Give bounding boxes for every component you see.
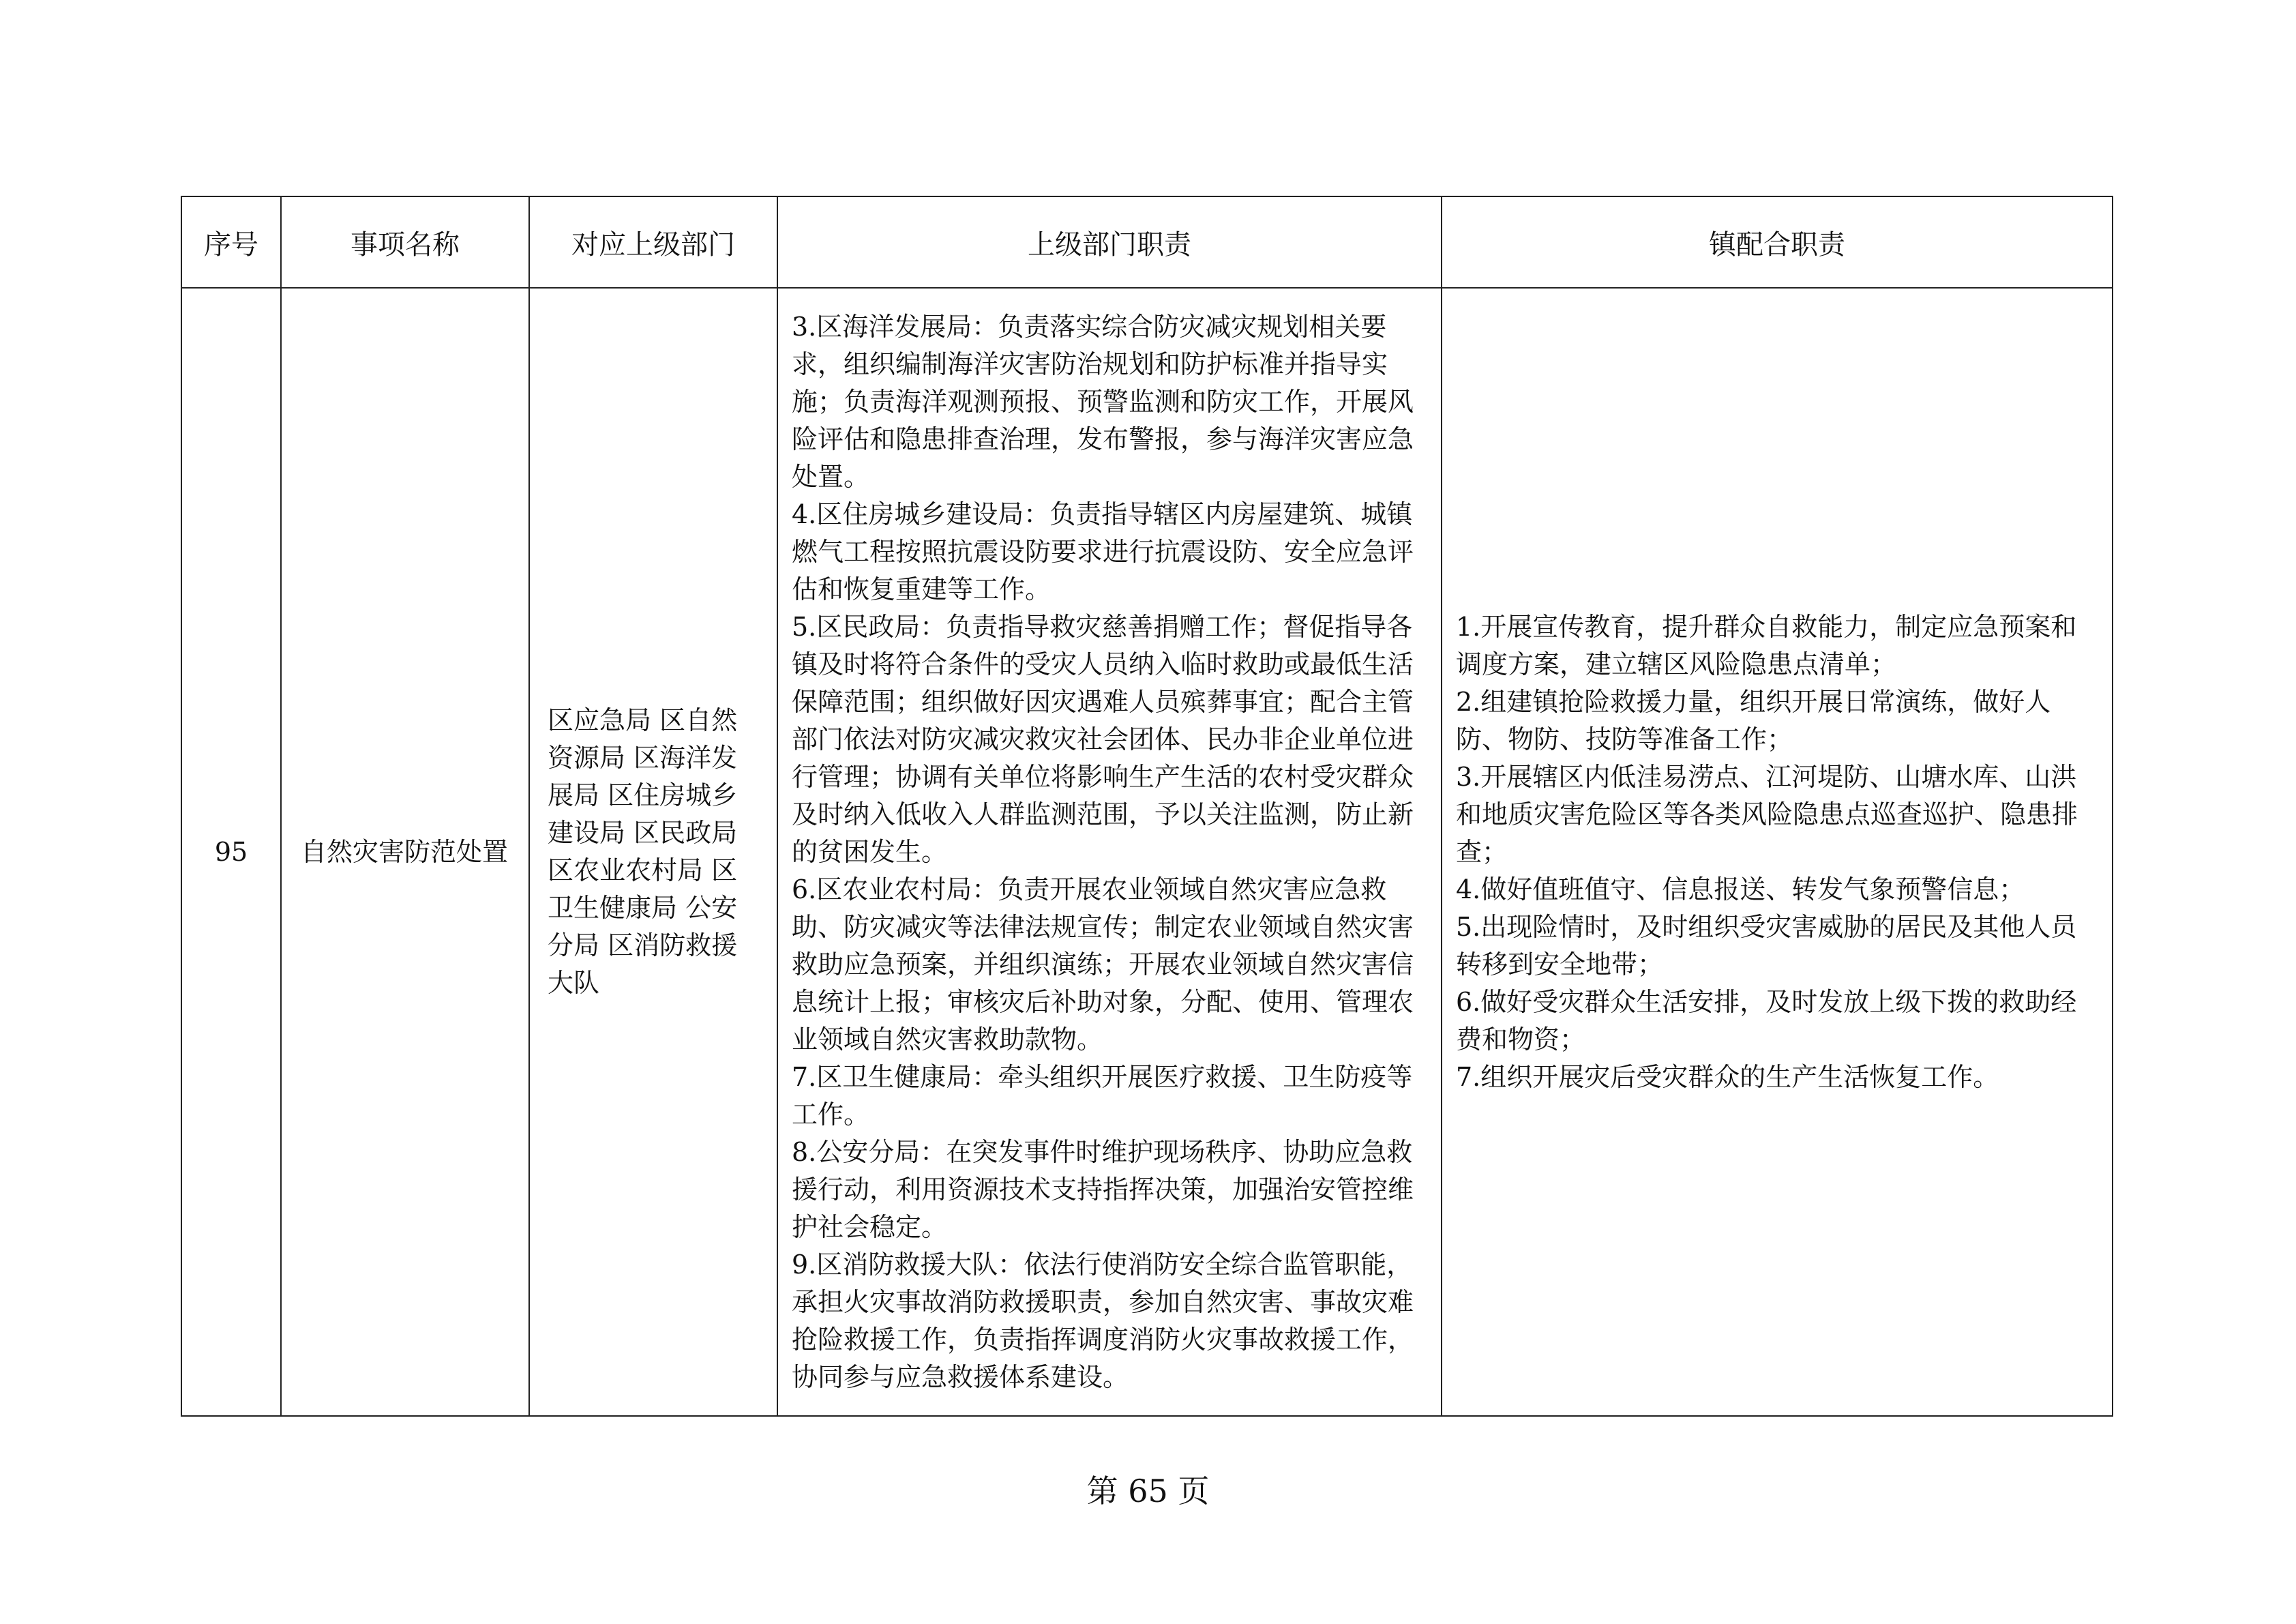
header-town-duties: 镇配合职责 [1442,196,2113,288]
upper-duty-paragraph: 3.区海洋发展局：负责落实综合防灾减灾规划相关要求，组织编制海洋灾害防治规划和防护标准并指导实施；负责海洋观测预报、预警监测和防灾工作，开展风险评估和隐患排查治理，发布警报，参与海洋灾害应急处置。 [792,311,1414,492]
upper-duty-paragraph: 8.公安分局：在突发事件时维护现场秩序、协助应急救援行动，利用资源技术支持指挥决策，加强治安管控维护社会稳定。 [792,1136,1414,1242]
cell-town-duties [1442,288,2113,1416]
page-number: 第 65 页 [1086,1473,1210,1509]
upper-duty-paragraph: 5.区民政局：负责指导救灾慈善捐赠工作；督促指导各镇及时将符合条件的受灾人员纳入临时救助或最低生活保障范围；组织做好因灾遇难人员殡葬事宜；配合主管部门依法对防灾减灾救灾社会团体、民办非企业单位进行管理；协调有关单位将影响生产生活的农村受灾群众及时纳入低收入人群监测范围，予以关注监测，防止新的贫困发生。 [792,611,1414,867]
upper-duty-paragraph: 4.区住房城乡建设局：负责指导辖区内房屋建筑、城镇燃气工程按照抗震设防要求进行抗震设防、安全应急评估和恢复重建等工作。 [792,499,1414,604]
upper-duty-paragraph: 9.区消防救援大队：依法行使消防安全综合监管职能，承担火灾事故消防救援职责，参加自然灾害、事故灾难抢险救援工作，负责指挥调度消防火灾事故救援工作，协同参与应急救援体系建设。 [792,1249,1414,1392]
header-item-name: 事项名称 [281,196,529,288]
table-row [181,288,2113,1416]
town-duty-paragraph: 4.做好值班值守、信息报送、转发气象预警信息； [1456,874,2025,904]
header-upper-department: 对应上级部门 [529,196,777,288]
duty-table [181,196,2113,1417]
header-upper-duties: 上级部门职责 [777,196,1442,288]
town-duty-paragraph: 2.组建镇抢险救援力量，组织开展日常演练，做好人防、物防、技防等准备工作； [1456,686,2051,754]
town-duty-paragraph: 6.做好受灾群众生活安排，及时发放上级下拨的救助经费和物资； [1456,986,2077,1054]
header-row [181,196,2113,288]
cell-upper-duties [777,288,1442,1416]
cell-upper-departments: 区应急局 区自然资源局 区海洋发展局 区住房城乡建设局 区民政局 区农业农村局 区卫生健康局 公安分局 区消防救援大队 [529,288,777,1416]
town-duty-paragraph: 5.出现险情时，及时组织受灾害威胁的居民及其他人员转移到安全地带； [1456,911,2077,979]
upper-duty-paragraph: 7.区卫生健康局：牵头组织开展医疗救援、卫生防疫等工作。 [792,1061,1413,1130]
cell-serial-number: 95 [181,288,281,1416]
town-duty-paragraph: 7.组织开展灾后受灾群众的生产生活恢复工作。 [1456,1061,1999,1092]
cell-item-name: 自然灾害防范处置 [281,288,529,1416]
town-duty-paragraph: 1.开展宣传教育，提升群众自救能力，制定应急预案和调度方案，建立辖区风险隐患点清单； [1456,611,2077,679]
town-duty-paragraph: 3.开展辖区内低洼易涝点、江河堤防、山塘水库、山洪和地质灾害危险区等各类风险隐患点巡查巡护、隐患排查； [1456,761,2078,867]
upper-duty-paragraph: 6.区农业农村局：负责开展农业领域自然灾害应急救助、防灾减灾等法律法规宣传；制定农业领域自然灾害救助应急预案，并组织演练；开展农业领域自然灾害信息统计上报；审核灾后补助对象，分配、使用、管理农业领域自然灾害救助款物。 [792,874,1414,1054]
header-serial-number: 序号 [181,196,281,288]
